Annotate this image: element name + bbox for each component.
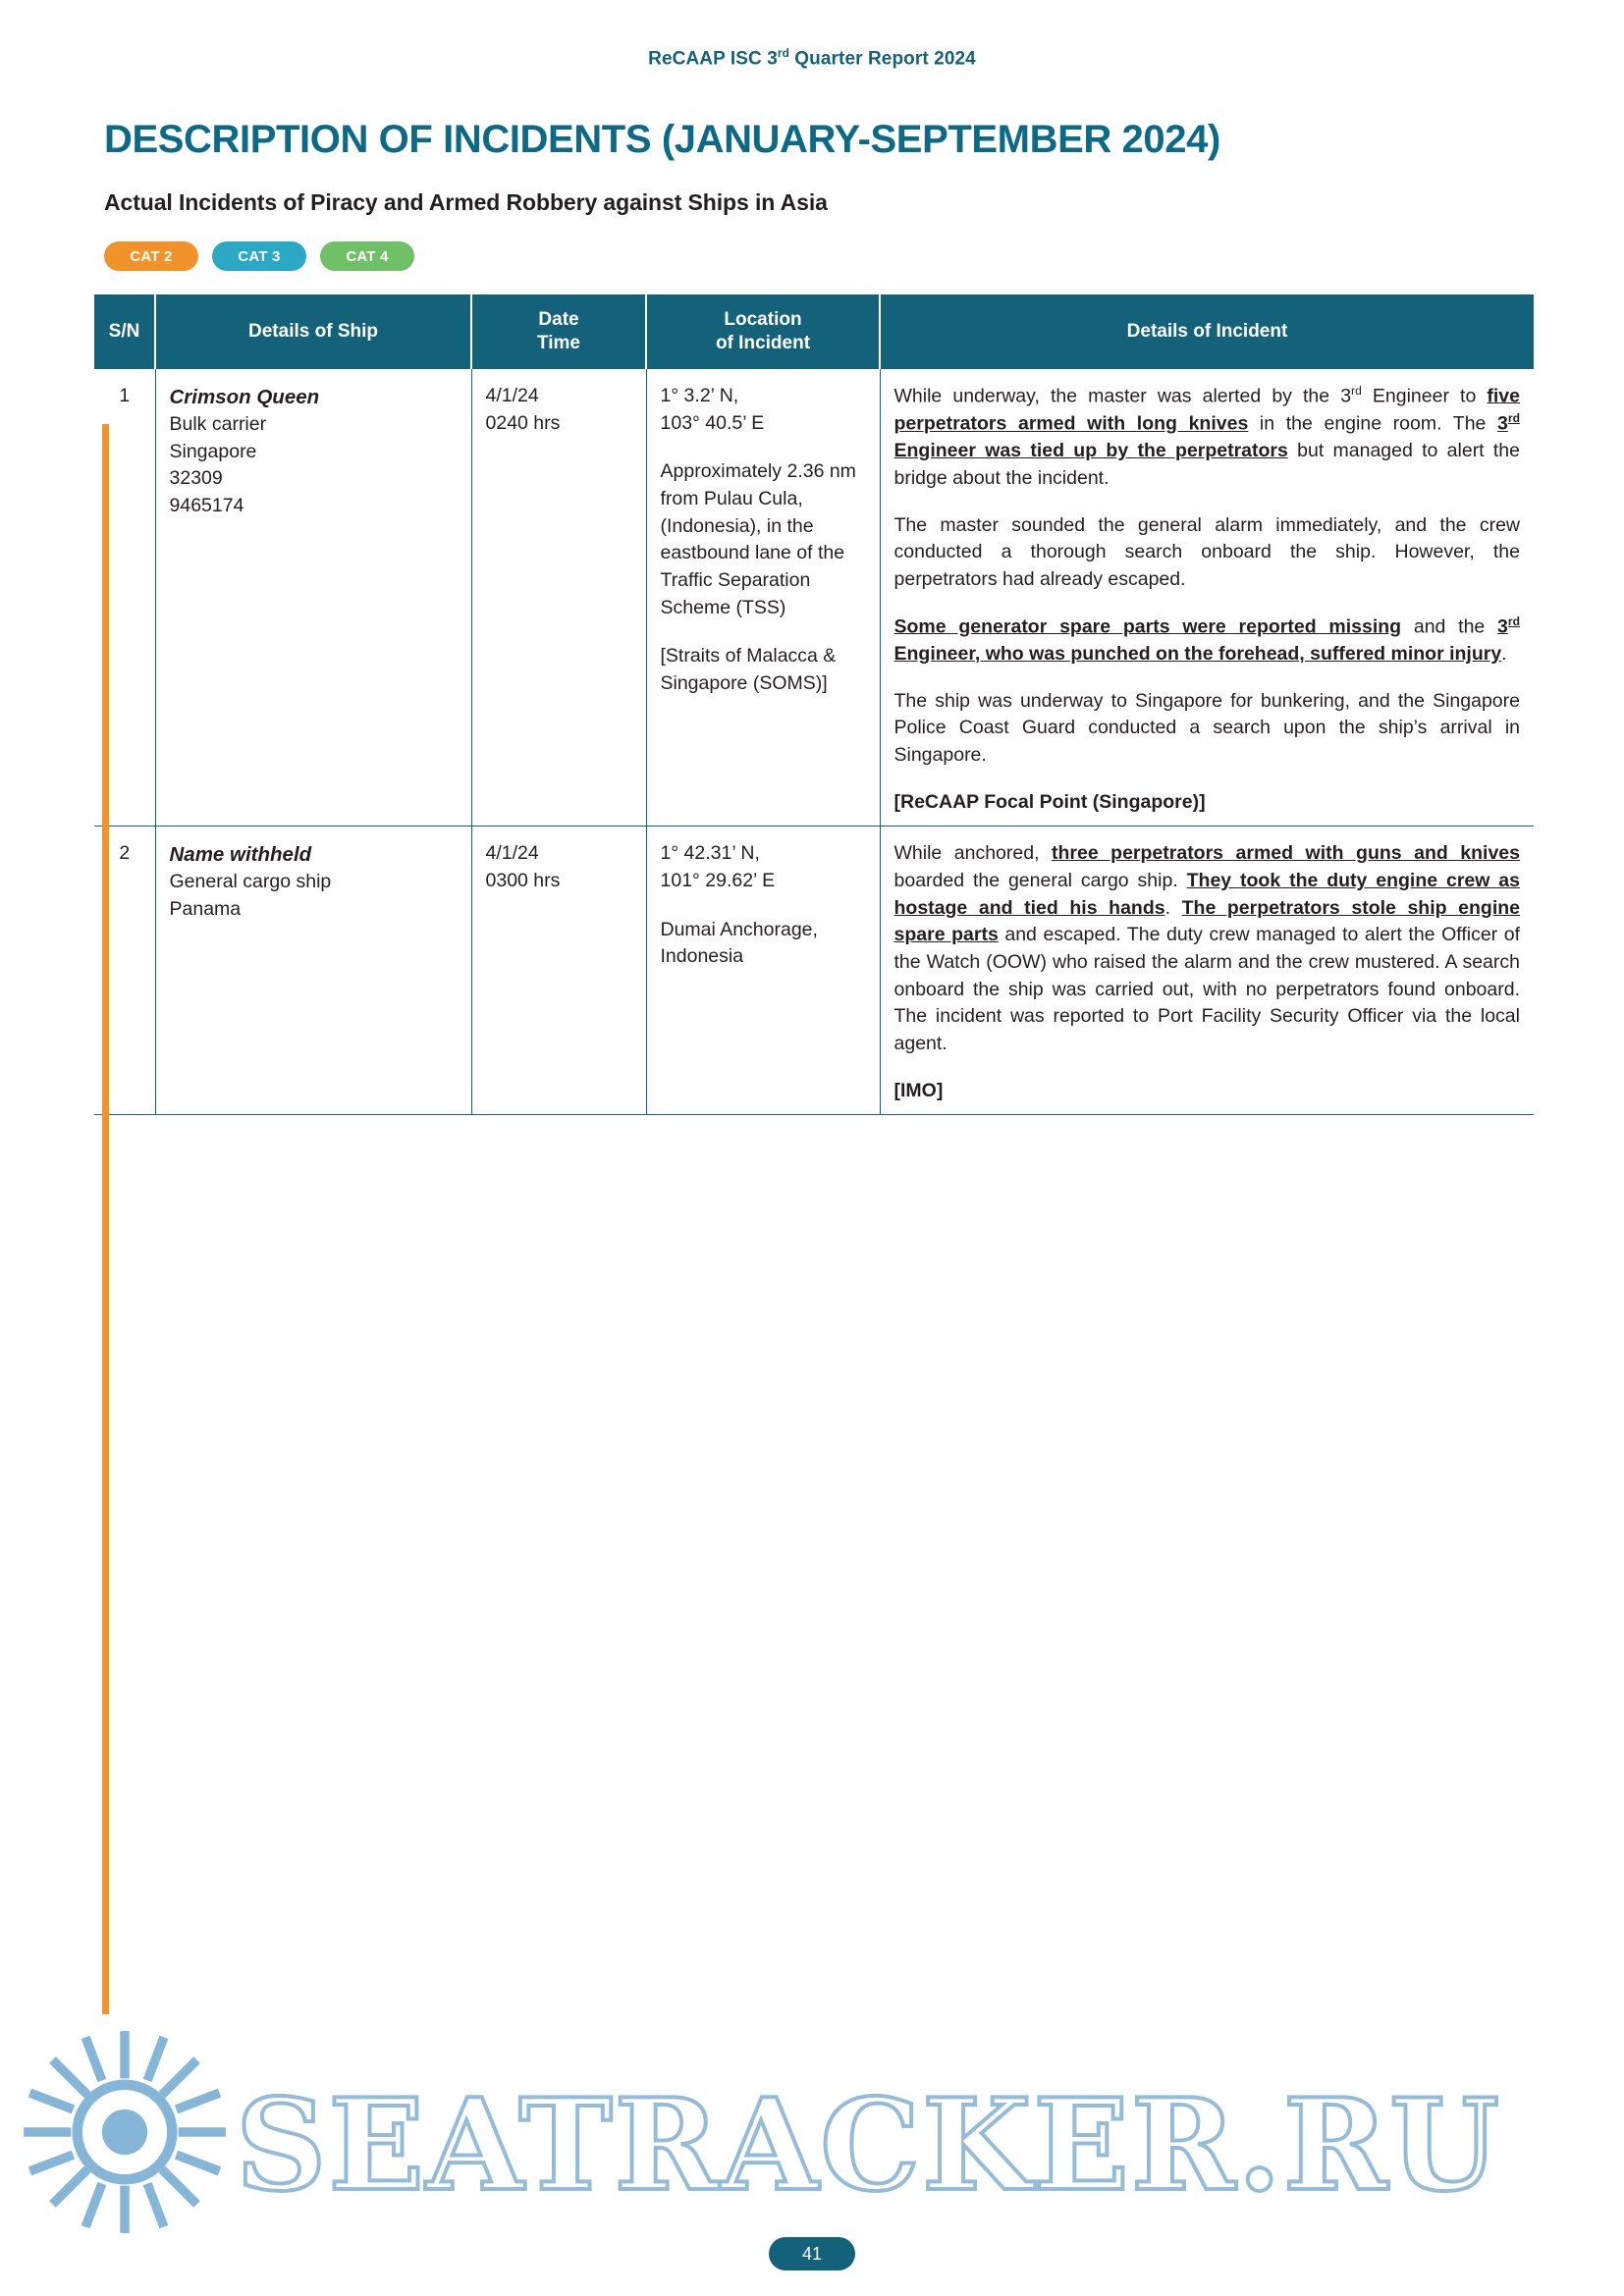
incidents-table [94, 294, 1534, 1115]
ship-name: Crimson Queen [169, 385, 320, 408]
ship-name: Name withheld [169, 843, 312, 867]
ship-type: General cargo ship [169, 871, 332, 893]
incident-time: 0300 hrs [485, 869, 561, 891]
cell-sn: 1 [94, 369, 155, 827]
running-head-suffix: Quarter Report 2024 [788, 48, 976, 70]
details-source: [ReCAAP Focal Point (Singapore)] [893, 790, 1206, 813]
p3-text-a: and the [1401, 615, 1498, 638]
p1-text-d: but managed to alert the bridge about the incident. [893, 440, 1520, 489]
p1-highlight-2a: 3 [1497, 412, 1508, 435]
ship-grt: 32309 [169, 467, 223, 490]
p1-highlight-2-sup: rd [1507, 411, 1520, 426]
cell-ship-details [155, 369, 471, 827]
p3-highlight-2a: 3 [1497, 615, 1508, 638]
location-latitude: 1° 42.31’ N, [660, 842, 760, 865]
p1-text-c: in the engine room. The [1248, 412, 1498, 435]
header-details: Details of Incident [880, 294, 1534, 369]
location-description: Approximately 2.36 nm from Pulau Cula, (Indonesia), in the eastbound lane of the Traffic Separation Scheme (TSS) [660, 460, 856, 618]
header-location-line1: Location [724, 309, 802, 331]
cell-incident-details [880, 369, 1534, 827]
p1-text-a: While anchored, [893, 842, 1052, 865]
watermark-text: SEATRACKER.RU [236, 2072, 1501, 2219]
table-header-row [94, 294, 1534, 369]
cell-sn: 2 [94, 827, 155, 1115]
legend-badge-cat2: CAT 2 [104, 241, 198, 271]
page-number: 41 [769, 2237, 855, 2270]
p1-text-b: Engineer to [1361, 385, 1488, 407]
incident-time: 0240 hrs [485, 411, 561, 434]
location-latitude: 1° 3.2’ N, [660, 384, 739, 406]
cell-location [646, 369, 880, 827]
p3-highlight-2-sup: rd [1507, 614, 1520, 628]
p1-text-d: and escaped. The duty crew managed to alert the Officer of the Watch (OOW) who raised the alarm and the crew mustered. A search onboard the ship was carried out, with no perpetrators found onboard. The incident was reported to Port Facility Security Officer via the local agent. [893, 924, 1520, 1055]
ship-flag: Singapore [169, 440, 257, 462]
legend-badge-cat3: CAT 3 [212, 241, 306, 271]
category-legend [0, 241, 1624, 271]
cell-ship-details [155, 827, 471, 1115]
running-head-prefix: ReCAAP ISC 3 [648, 48, 778, 70]
p3-highlight-2b: Engineer, who was punched on the forehead, suffered minor injury [893, 642, 1502, 665]
details-paragraph-2: The master sounded the general alarm immediately, and the crew conducted a thorough search onboard the ship. However, the perpetrators had already escaped. [893, 513, 1520, 590]
incident-date: 4/1/24 [485, 384, 539, 406]
header-datetime [471, 294, 646, 369]
table-row [94, 827, 1534, 1115]
header-sn: S/N [94, 294, 155, 369]
cell-datetime [471, 827, 646, 1115]
page-title: DESCRIPTION OF INCIDENTS (JANUARY-SEPTEMBER 2024) [104, 118, 1220, 162]
details-paragraph-1 [894, 840, 1521, 1058]
p1-ordinal-sup: rd [1351, 383, 1362, 398]
p1-text-c: . [1164, 896, 1182, 919]
incident-date: 4/1/24 [485, 842, 539, 865]
location-description: Dumai Anchorage, Indonesia [660, 918, 818, 968]
header-ship: Details of Ship [155, 294, 471, 369]
header-location-line2: of Incident [715, 333, 811, 354]
running-head-sup: rd [777, 47, 789, 60]
ship-imo: 9465174 [169, 495, 244, 516]
header-date-line2: Time [536, 333, 580, 354]
category-color-bar [102, 424, 109, 2014]
details-paragraph-3 [894, 614, 1521, 668]
details-paragraph-1 [894, 383, 1521, 493]
details-paragraph-4: The ship was underway to Singapore for bunkering, and the Singapore Police Coast Guard conducted a search upon the ship’s arrival in Singapore. [893, 689, 1520, 766]
cell-incident-details [880, 827, 1534, 1115]
cell-location [646, 827, 880, 1115]
p1-highlight-2b: Engineer was tied up by the perpetrators [893, 440, 1288, 462]
p1-text-a: While underway, the master was alerted by the 3 [893, 385, 1352, 407]
p1-highlight-1: three perpetrators armed with guns and knives [1051, 842, 1520, 865]
sun-burst-icon [22, 2029, 228, 2235]
location-longitude: 101° 29.62’ E [660, 869, 776, 891]
running-head [0, 0, 1624, 70]
page-subtitle: Actual Incidents of Piracy and Armed Robbery against Ships in Asia [104, 189, 828, 216]
p3-text-b: . [1501, 642, 1507, 665]
p3-highlight-1: Some generator spare parts were reported missing [893, 615, 1402, 638]
p1-text-b: boarded the general cargo ship. [893, 869, 1187, 891]
p1-highlight-2: They took the duty engine crew as hostage and tied his hands [893, 869, 1520, 919]
location-longitude: 103° 40.5’ E [660, 411, 765, 434]
header-date-line1: Date [538, 309, 579, 331]
table-row [94, 369, 1534, 827]
ship-type: Bulk carrier [169, 412, 267, 435]
location-region: [Straits of Malacca & Singapore (SOMS)] [660, 645, 837, 695]
p1-highlight-3: The perpetrators stole ship engine spare parts [893, 896, 1520, 946]
legend-badge-cat4: CAT 4 [320, 241, 414, 271]
header-location [646, 294, 880, 369]
details-source: [IMO] [893, 1079, 944, 1101]
ship-flag: Panama [169, 898, 242, 921]
p1-highlight-1: five perpetrators armed with long knives [893, 385, 1520, 435]
cell-datetime [471, 369, 646, 827]
